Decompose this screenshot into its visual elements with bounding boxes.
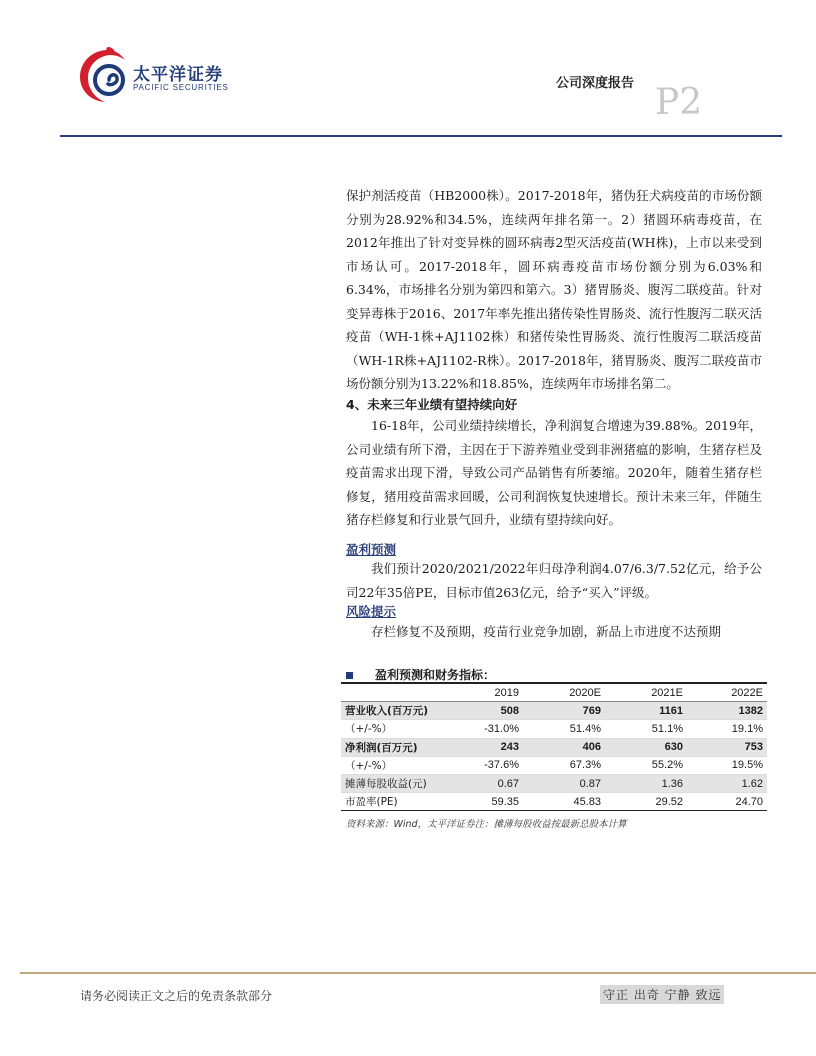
table-header-cell: 2019 <box>441 684 523 702</box>
table-row <box>341 720 767 738</box>
risk-text: 存栏修复不及预期，疫苗行业竞争加剧，新品上市进度不达预期 <box>371 624 722 639</box>
table-cell: 0.67 <box>441 774 523 792</box>
table-cell: 630 <box>605 738 687 756</box>
table-cell: 67.3% <box>523 756 605 774</box>
table-cell: 59.35 <box>441 793 523 811</box>
brand-name-cn: 太平洋证券 <box>133 65 223 85</box>
table-cell: 29.52 <box>605 793 687 811</box>
report-type: 公司深度报告 <box>556 76 635 91</box>
financial-forecast-table <box>341 684 767 811</box>
section-4-title: 4、未来三年业绩有望持续向好 <box>346 397 518 412</box>
table-header-cell: 2021E <box>605 684 687 702</box>
table-header-cell <box>341 684 441 702</box>
row-label: （+/-%） <box>341 720 441 738</box>
row-label: 市盈率(PE) <box>341 793 441 811</box>
table-cell: 406 <box>523 738 605 756</box>
table-row <box>341 793 767 811</box>
table-cell: -31.0% <box>441 720 523 738</box>
table-header-cell: 2020E <box>523 684 605 702</box>
table-cell: 19.5% <box>687 756 767 774</box>
table-header-cell: 2022E <box>687 684 767 702</box>
footer-divider <box>20 972 816 974</box>
risk-title: 风险提示 <box>346 604 397 619</box>
table-cell: 1.62 <box>687 774 767 792</box>
table-source-note: 资料来源：Wind，太平洋证券注：摊薄每股收益按最新总股本计算 <box>346 819 627 830</box>
company-motto: 守正 出奇 宁静 致远 <box>600 985 724 1004</box>
header-divider <box>60 135 782 137</box>
table-cell: 769 <box>523 702 605 720</box>
table-cell: 51.4% <box>523 720 605 738</box>
table-row <box>341 774 767 792</box>
table-cell: 1161 <box>605 702 687 720</box>
square-bullet-icon <box>346 672 353 679</box>
table-cell: 45.83 <box>523 793 605 811</box>
row-label: （+/-%） <box>341 756 441 774</box>
performance-text: 16-18年，公司业绩持续增长，净利润复合增速为39.88%。2019年，公司业绩有所下滑，主因在于下游养殖业受到非洲猪瘟的影响，生猪存栏及疫苗需求出现下滑，导致公司产品销售有所萎缩。2020年，随着生猪存栏修复，猪用疫苗需求回暖，公司利润恢复快速增长。预计未来三年，伴随生猪存栏修复和行业景气回升，业绩有望持续向好。 <box>346 418 762 527</box>
body-paragraph-risk <box>346 620 762 644</box>
forecast-text: 我们预计2020/2021/2022年归母净利润4.07/6.3/7.52亿元，给予公司22年35倍PE，目标市值263亿元，给予“买入”评级。 <box>346 561 762 600</box>
pacific-securities-logo-icon <box>78 46 138 104</box>
body-paragraph-vaccines <box>346 184 762 396</box>
table-cell: 1382 <box>687 702 767 720</box>
brand-name-en: PACIFIC SECURITIES <box>133 83 229 92</box>
table-cell: 243 <box>441 738 523 756</box>
table-header-row <box>341 684 767 702</box>
vaccine-text: 保护剂活疫苗（HB2000株）。2017-2018年，猪伪狂犬病疫苗的市场份额分别为28.92%和34.5%，连续两年排名第一。2）猪圆环病毒疫苗，在2012年推出了针对变异株的圆环病毒2型灭活疫苗(WH株)，上市以来受到市场认可。2017-2018年，圆环病毒疫苗市场份额分别为6.03%和6.34%，市场排名分别为第四和第六。3）猪胃肠炎、腹泻二联疫苗。针对变异毒株于2016、2017年率先推出猪传染性胃肠炎、流行性腹泻二联灭活疫苗（WH-1株+AJ1102株）和猪传染性胃肠炎、流行性腹泻二联活疫苗（WH-1R株+AJ1102-R株）。2017-2018年，猪胃肠炎、腹泻二联疫苗市场份额分别为13.22%和18.85%，连续两年市场排名第二。 <box>346 188 762 391</box>
row-label: 摊薄每股收益(元) <box>341 774 441 792</box>
table-title-text: 盈利预测和财务指标： <box>375 668 496 682</box>
table-row <box>341 756 767 774</box>
table-cell: 0.87 <box>523 774 605 792</box>
body-paragraph-forecast <box>346 557 762 604</box>
forecast-title: 盈利预测 <box>346 542 397 557</box>
body-paragraph-performance <box>346 414 762 532</box>
table-title <box>346 666 495 683</box>
page-number: P2 <box>655 82 703 123</box>
table-row <box>341 738 767 756</box>
table-cell: 753 <box>687 738 767 756</box>
row-label: 净利润(百万元) <box>341 738 441 756</box>
row-label: 营业收入(百万元) <box>341 702 441 720</box>
table-cell: 508 <box>441 702 523 720</box>
table-cell: -37.6% <box>441 756 523 774</box>
table-cell: 24.70 <box>687 793 767 811</box>
disclaimer-note: 请务必阅读正文之后的免责条款部分 <box>80 989 273 1003</box>
table-cell: 55.2% <box>605 756 687 774</box>
table-cell: 1.36 <box>605 774 687 792</box>
table-row <box>341 702 767 720</box>
table-cell: 51.1% <box>605 720 687 738</box>
table-cell: 19.1% <box>687 720 767 738</box>
